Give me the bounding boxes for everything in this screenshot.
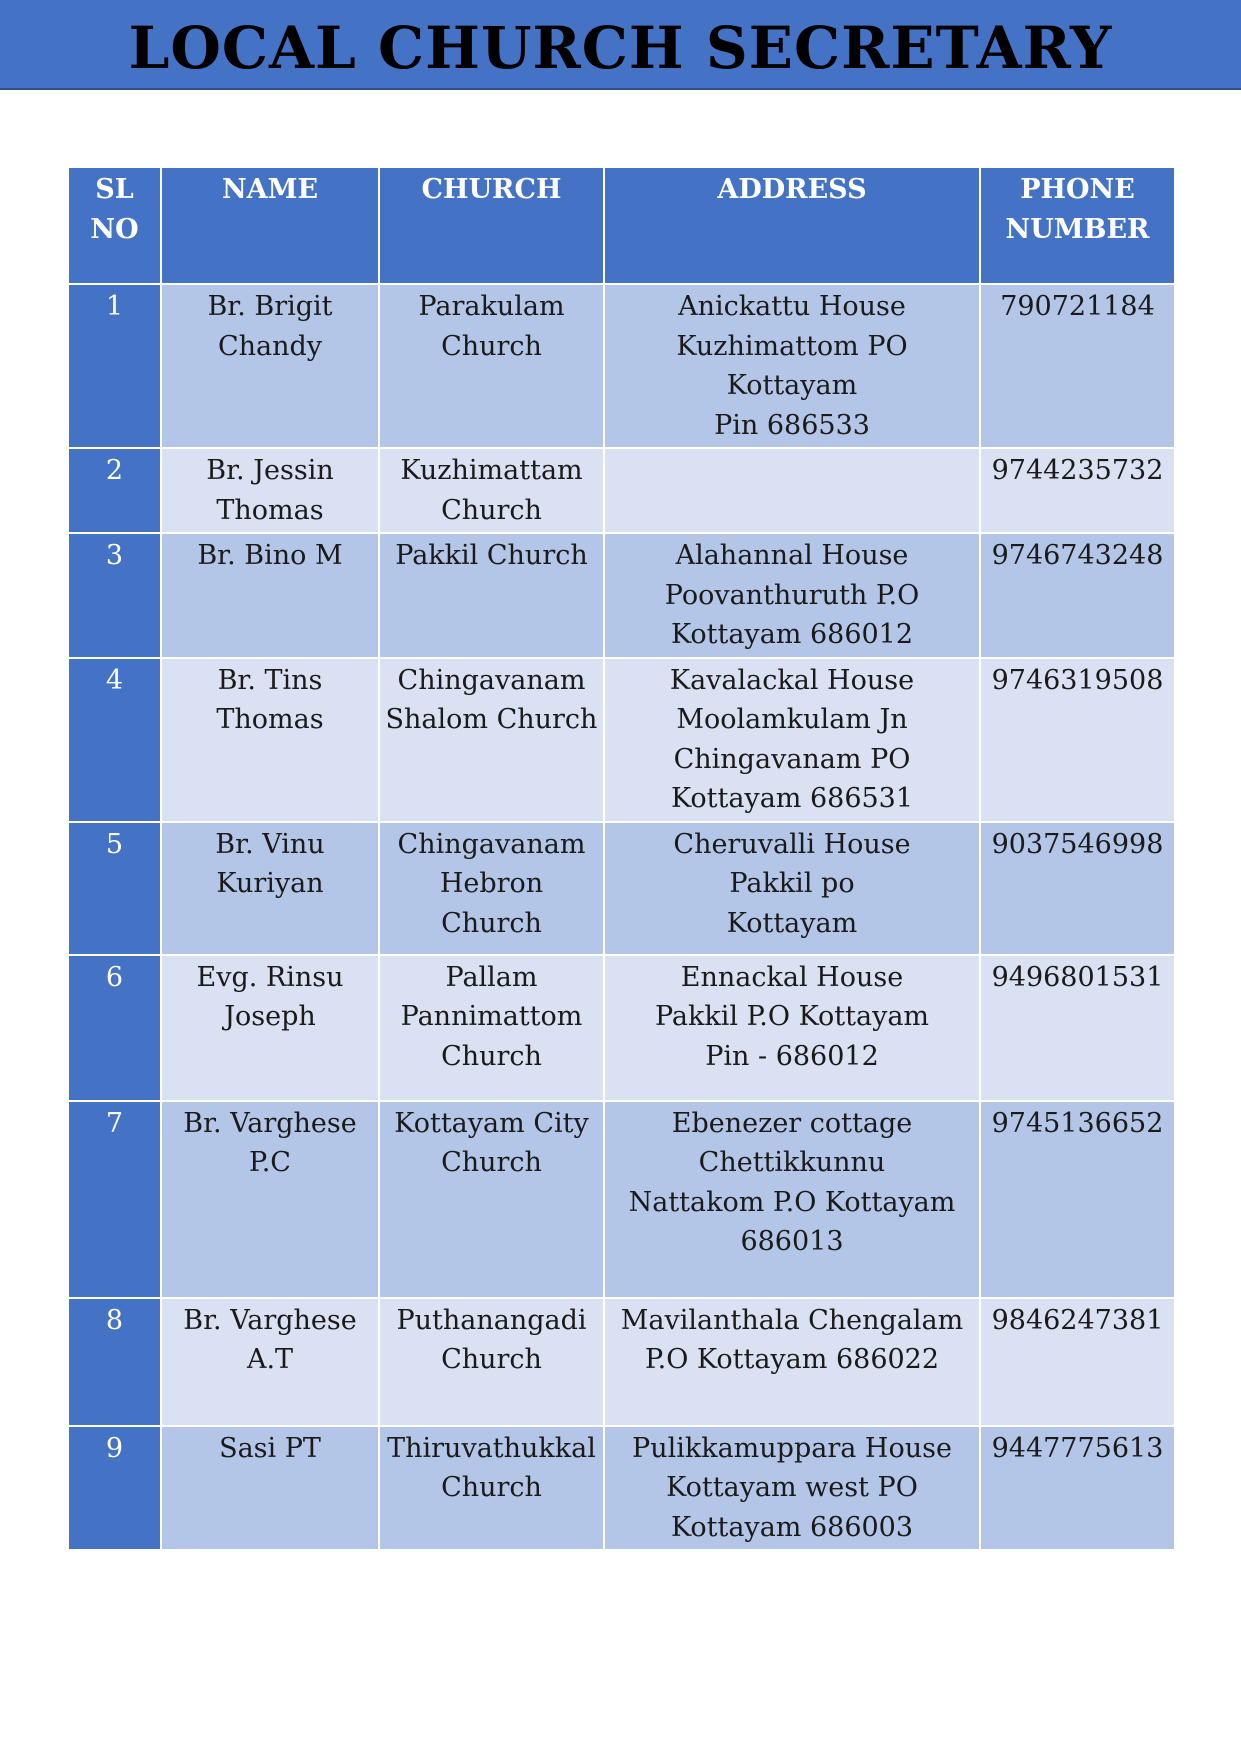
church-line: Church bbox=[441, 494, 542, 526]
phone-cell: 9746319508 bbox=[980, 658, 1175, 822]
church-line: Parakulam bbox=[418, 291, 565, 322]
address-cell bbox=[604, 822, 980, 955]
name-cell bbox=[161, 822, 379, 955]
address-line: Pakkil P.O Kottayam bbox=[654, 1001, 930, 1032]
secretary-table bbox=[67, 166, 1176, 1551]
church-line: Pannimattom bbox=[400, 1001, 583, 1032]
address-line: Kuzhimattom PO bbox=[676, 330, 908, 362]
address-line: Alahannal House bbox=[675, 540, 909, 571]
address-cell bbox=[604, 955, 980, 1101]
name-line: Chandy bbox=[217, 330, 323, 362]
name-cell bbox=[161, 448, 379, 533]
header-sl-no bbox=[68, 167, 161, 284]
phone-cell: 9846247381 bbox=[980, 1298, 1175, 1426]
sl-no-cell: 5 bbox=[68, 822, 161, 955]
address-line: Chettikkunnu bbox=[698, 1147, 886, 1178]
church-cell bbox=[379, 658, 604, 822]
address-line: Kottayam 686003 bbox=[670, 1511, 914, 1543]
title-bar bbox=[0, 0, 1241, 90]
church-line: Pakkil Church bbox=[395, 540, 588, 571]
address-line: Pin 686533 bbox=[714, 409, 870, 441]
church-line: Chingavanam bbox=[397, 828, 586, 860]
church-cell bbox=[379, 284, 604, 448]
name-line: Br. Tins bbox=[217, 664, 323, 696]
church-line: Church bbox=[441, 330, 542, 362]
header-phone-line: PHONE bbox=[1020, 174, 1135, 205]
address-line: Poovanthuruth P.O bbox=[664, 579, 920, 611]
address-line: Kottayam bbox=[726, 907, 858, 939]
phone-cell: 9037546998 bbox=[980, 822, 1175, 955]
sl-no-cell: 9 bbox=[68, 1426, 161, 1551]
church-line: Shalom Church bbox=[385, 704, 598, 735]
name-line: Br. Varghese bbox=[183, 1107, 357, 1139]
address-line: Kottayam 686531 bbox=[670, 783, 914, 814]
church-line: Kottayam City bbox=[394, 1107, 589, 1139]
church-line: Church bbox=[441, 1344, 542, 1375]
sl-no-cell: 4 bbox=[68, 658, 161, 822]
name-line: Thomas bbox=[216, 704, 324, 735]
church-cell bbox=[379, 955, 604, 1101]
address-line: Kottayam west PO bbox=[666, 1472, 918, 1503]
church-line: Chingavanam bbox=[397, 664, 586, 696]
name-line: Sasi PT bbox=[219, 1432, 321, 1464]
sl-no-cell: 1 bbox=[68, 284, 161, 448]
church-cell bbox=[379, 448, 604, 533]
address-line: P.O Kottayam 686022 bbox=[644, 1344, 940, 1375]
table-row bbox=[68, 448, 1175, 533]
church-line: Church bbox=[441, 1147, 542, 1178]
church-line: Church bbox=[441, 1472, 542, 1503]
church-line: Thiruvathukkal bbox=[387, 1432, 596, 1464]
name-line: Br. Bino M bbox=[197, 540, 343, 571]
name-cell bbox=[161, 1426, 379, 1551]
address-line: Pakkil po bbox=[729, 868, 855, 899]
address-cell bbox=[604, 1101, 980, 1298]
church-cell bbox=[379, 533, 604, 658]
header-row bbox=[68, 167, 1175, 284]
phone-cell: 790721184 bbox=[980, 284, 1175, 448]
address-line: Ebenezer cottage bbox=[671, 1107, 913, 1139]
table-row bbox=[68, 658, 1175, 822]
phone-cell: 9447775613 bbox=[980, 1426, 1175, 1551]
address-line: Chingavanam PO bbox=[673, 743, 911, 775]
address-line: Pulikkamuppara House bbox=[632, 1432, 952, 1464]
name-cell bbox=[161, 658, 379, 822]
church-cell bbox=[379, 1298, 604, 1426]
phone-cell: 9745136652 bbox=[980, 1101, 1175, 1298]
name-cell bbox=[161, 533, 379, 658]
name-line: Br. Jessin bbox=[206, 455, 334, 486]
table-body bbox=[68, 284, 1175, 1550]
address-line: Anickattu House bbox=[678, 291, 906, 322]
name-cell bbox=[161, 955, 379, 1101]
table-row bbox=[68, 533, 1175, 658]
address-line: Kottayam 686012 bbox=[670, 619, 914, 650]
sl-no-cell: 8 bbox=[68, 1298, 161, 1426]
table-row bbox=[68, 1298, 1175, 1426]
church-cell bbox=[379, 822, 604, 955]
name-line: Joseph bbox=[224, 1001, 316, 1032]
name-cell bbox=[161, 284, 379, 448]
header-address: ADDRESS bbox=[604, 167, 980, 284]
name-line: Kuriyan bbox=[216, 868, 324, 899]
address-line: Kottayam bbox=[726, 370, 858, 401]
address-line: Kavalackal House bbox=[669, 664, 915, 696]
table-row bbox=[68, 1426, 1175, 1551]
header-sl-no-line: SL bbox=[95, 174, 134, 205]
phone-cell: 9744235732 bbox=[980, 448, 1175, 533]
phone-cell: 9746743248 bbox=[980, 533, 1175, 658]
church-line: Kuzhimattam bbox=[400, 455, 583, 486]
name-line: Thomas bbox=[216, 494, 324, 526]
address-cell bbox=[604, 658, 980, 822]
table-row bbox=[68, 1101, 1175, 1298]
phone-cell: 9496801531 bbox=[980, 955, 1175, 1101]
name-line: Br. Vinu bbox=[215, 828, 325, 860]
header-phone-line: NUMBER bbox=[1005, 213, 1150, 245]
name-line: Br. Brigit bbox=[207, 291, 333, 322]
address-cell bbox=[604, 448, 980, 533]
church-cell bbox=[379, 1426, 604, 1551]
address-line: Pin - 686012 bbox=[705, 1040, 879, 1072]
address-line: 686013 bbox=[740, 1226, 844, 1257]
address-line: Cheruvalli House bbox=[673, 828, 911, 860]
header-phone bbox=[980, 167, 1175, 284]
table-row bbox=[68, 284, 1175, 448]
church-cell bbox=[379, 1101, 604, 1298]
church-line: Puthanangadi bbox=[396, 1304, 587, 1336]
table-row bbox=[68, 822, 1175, 955]
address-cell bbox=[604, 284, 980, 448]
name-line: P.C bbox=[249, 1147, 291, 1178]
church-line: Pallam bbox=[445, 961, 538, 993]
address-line: Mavilanthala Chengalam bbox=[620, 1304, 964, 1336]
sl-no-cell: 7 bbox=[68, 1101, 161, 1298]
address-cell bbox=[604, 1426, 980, 1551]
church-line: Church bbox=[441, 1040, 542, 1072]
name-cell bbox=[161, 1101, 379, 1298]
sl-no-cell: 3 bbox=[68, 533, 161, 658]
address-cell bbox=[604, 1298, 980, 1426]
header-name: NAME bbox=[161, 167, 379, 284]
church-line: Church bbox=[441, 907, 542, 939]
address-cell bbox=[604, 533, 980, 658]
name-line: A.T bbox=[246, 1344, 294, 1375]
name-line: Evg. Rinsu bbox=[196, 961, 344, 993]
address-line: Ennackal House bbox=[680, 961, 904, 993]
header-sl-no-line: NO bbox=[90, 213, 139, 245]
table-row bbox=[68, 955, 1175, 1101]
address-line: Nattakom P.O Kottayam bbox=[628, 1186, 956, 1218]
name-cell bbox=[161, 1298, 379, 1426]
name-line: Br. Varghese bbox=[183, 1304, 357, 1336]
page-title: LOCAL CHURCH SECRETARY bbox=[128, 14, 1113, 82]
sl-no-cell: 6 bbox=[68, 955, 161, 1101]
header-church: CHURCH bbox=[379, 167, 604, 284]
address-line: Moolamkulam Jn bbox=[676, 704, 908, 735]
sl-no-cell: 2 bbox=[68, 448, 161, 533]
church-line: Hebron bbox=[439, 868, 544, 899]
